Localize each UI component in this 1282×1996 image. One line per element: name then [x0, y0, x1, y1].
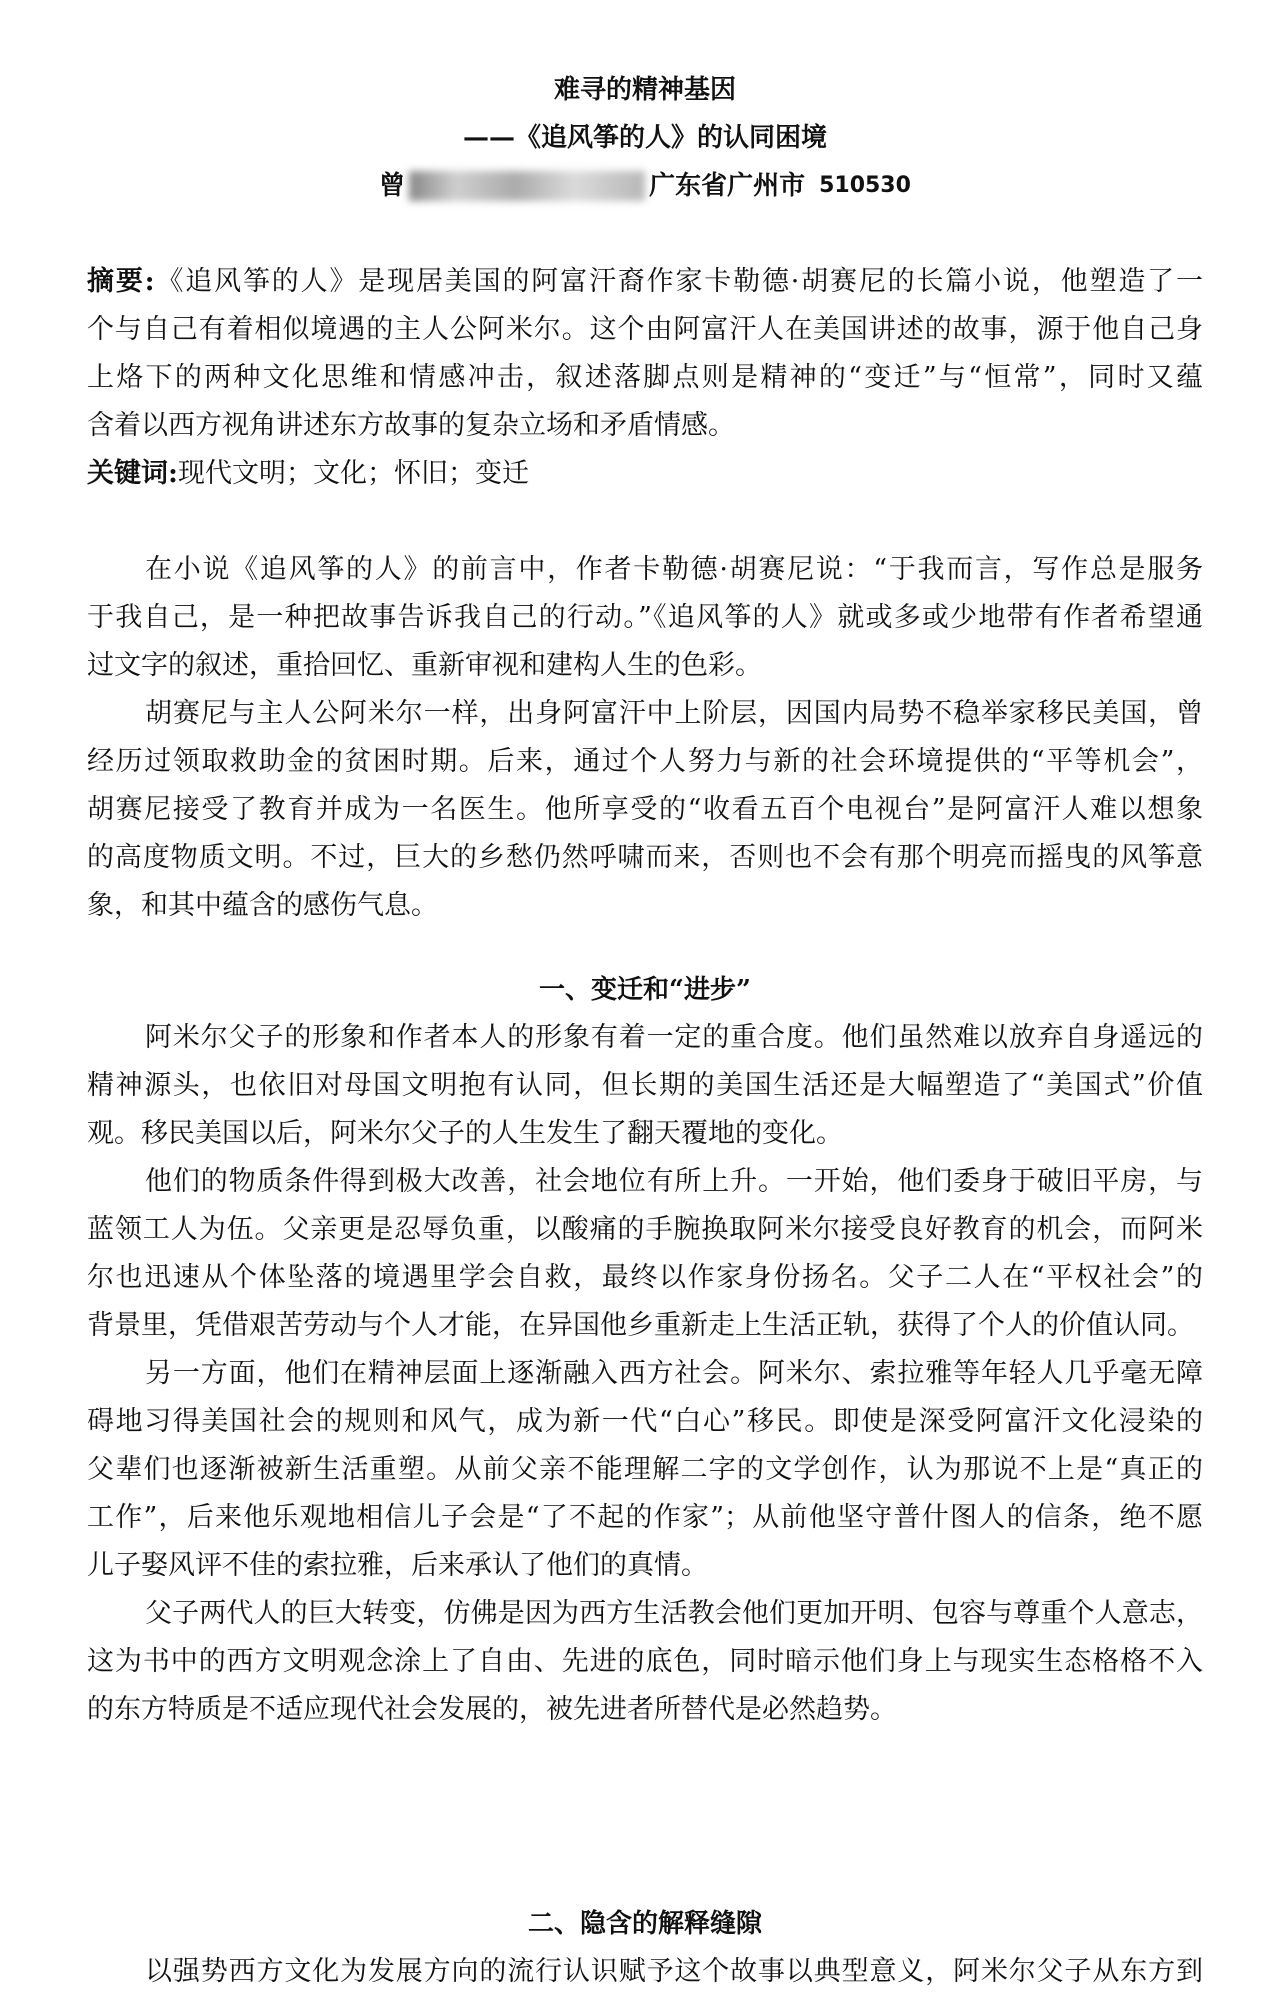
paragraph-line: 象，和其中蕴含的感伤气息。: [87, 890, 438, 921]
abstract-line: 含着以西方视角讲述东方故事的复杂立场和矛盾情感。: [87, 410, 735, 441]
document-subtitle: ——《追风筝的人》的认同困境: [462, 123, 827, 153]
abstract: [87, 258, 1203, 450]
section-1-body: [87, 1014, 1203, 1734]
paragraph-line: 精神源头，也依旧对母国文明抱有认同，但长期的美国生活还是大幅塑造了“美国式”价值: [87, 1070, 1203, 1101]
author-line: [87, 162, 1203, 210]
paragraph-line: 父子两代人的巨大转变，仿佛是因为西方生活教会他们更加开明、包容与尊重个人意志，: [145, 1598, 1203, 1629]
paragraph-line: 的东方特质是不适应现代社会发展的，被先进者所替代是必然趋势。: [87, 1694, 897, 1725]
paragraph-line: 在小说《追风筝的人》的前言中，作者卡勒德·胡赛尼说：“于我而言，写作总是服务: [145, 554, 1203, 585]
paragraph-line: 工作”，后来他乐观地相信儿子会是“了不起的作家”；从前他坚守普什图人的信条，绝不愿: [87, 1502, 1203, 1533]
abstract-line: 摘要:《追风筝的人》是现居美国的阿富汗裔作家卡勒德·胡赛尼的长篇小说，他塑造了一: [87, 266, 1203, 297]
paragraph-line: 阿米尔父子的形象和作者本人的形象有着一定的重合度。他们虽然难以放弃自身遥远的: [145, 1022, 1203, 1053]
author-location: 广东省广州市: [649, 171, 806, 201]
paragraph-line: 的高度物质文明。不过，巨大的乡愁仍然呼啸而来，否则也不会有那个明亮而摇曳的风筝意: [87, 842, 1203, 873]
paragraph-line: 碍地习得美国社会的规则和风气，成为新一代“白心”移民。即使是深受阿富汗文化浸染的: [87, 1406, 1203, 1437]
paragraph-line: 这为书中的西方文明观念涂上了自由、先进的底色，同时暗示他们身上与现实生态格格不入: [87, 1646, 1203, 1677]
abstract-label: 摘要:: [87, 266, 155, 297]
author-surname: 曾: [379, 171, 406, 201]
paragraph-line: 经历过领取救助金的贫困时期。后来，通过个人努力与新的社会环境提供的“平等机会”，: [87, 746, 1203, 777]
keywords-label: 关键词:: [87, 458, 178, 489]
paragraph-line: 过文字的叙述，重拾回忆、重新审视和建构人生的色彩。: [87, 650, 762, 681]
redacted-name-blur: [409, 171, 645, 201]
paragraph-line: 观。移民美国以后，阿米尔父子的人生发生了翻天覆地的变化。: [87, 1118, 843, 1149]
paragraph-line: 尔也迅速从个体坠落的境遇里学会自救，最终以作家身份扬名。父子二人在“平权社会”的: [87, 1262, 1203, 1293]
paragraph-line: 蓝领工人为伍。父亲更是忍辱负重，以酸痛的手腕换取阿米尔接受良好教育的机会，而阿米: [87, 1214, 1203, 1245]
paragraph-line: 于我自己，是一种把故事告诉我自己的行动。”《追风筝的人》就或多或少地带有作者希望通: [87, 602, 1203, 633]
paragraph-line: 儿子娶风评不佳的索拉雅，后来承认了他们的真情。: [87, 1550, 708, 1581]
paragraph-line: 以强势西方文化为发展方向的流行认识赋予这个故事以典型意义，阿米尔父子从东方到: [145, 1956, 1203, 1987]
paragraph-line: 另一方面，他们在精神层面上逐渐融入西方社会。阿米尔、索拉雅等年轻人几乎毫无障: [145, 1358, 1203, 1389]
paragraph-line: 他们的物质条件得到极大改善，社会地位有所上升。一开始，他们委身于破旧平房，与: [145, 1166, 1203, 1197]
keywords: [87, 450, 1203, 498]
paragraph-line: 背景里，凭借艰苦劳动与个人才能，在异国他乡重新走上生活正轨，获得了个人的价值认同。: [87, 1310, 1194, 1341]
author-postcode: 510530: [819, 173, 911, 198]
section-2-body: [87, 1948, 1203, 1996]
section-heading-1: 一、变迁和“进步”: [539, 975, 751, 1005]
document-page: [87, 66, 1203, 1996]
document-title: 难寻的精神基因: [553, 75, 736, 105]
abstract-line: 个与自己有着相似境遇的主人公阿米尔。这个由阿富汗人在美国讲述的故事，源于他自己身: [87, 314, 1203, 345]
section-heading-2: 二、隐含的解释缝隙: [527, 1909, 762, 1939]
paragraph-line: 胡赛尼与主人公阿米尔一样，出身阿富汗中上阶层，因国内局势不稳举家移民美国，曾: [145, 698, 1203, 729]
paragraph-line: 胡赛尼接受了教育并成为一名医生。他所享受的“收看五百个电视台”是阿富汗人难以想象: [87, 794, 1203, 825]
abstract-line: 上烙下的两种文化思维和情感冲击，叙述落脚点则是精神的“变迁”与“恒常”，同时又蕴: [87, 362, 1203, 393]
keywords-text: 现代文明；文化；怀旧；变迁: [177, 458, 529, 489]
intro-section: [87, 546, 1203, 930]
paragraph-line: 父辈们也逐渐被新生活重塑。从前父亲不能理解二字的文学创作，认为那说不上是“真正的: [87, 1454, 1203, 1485]
